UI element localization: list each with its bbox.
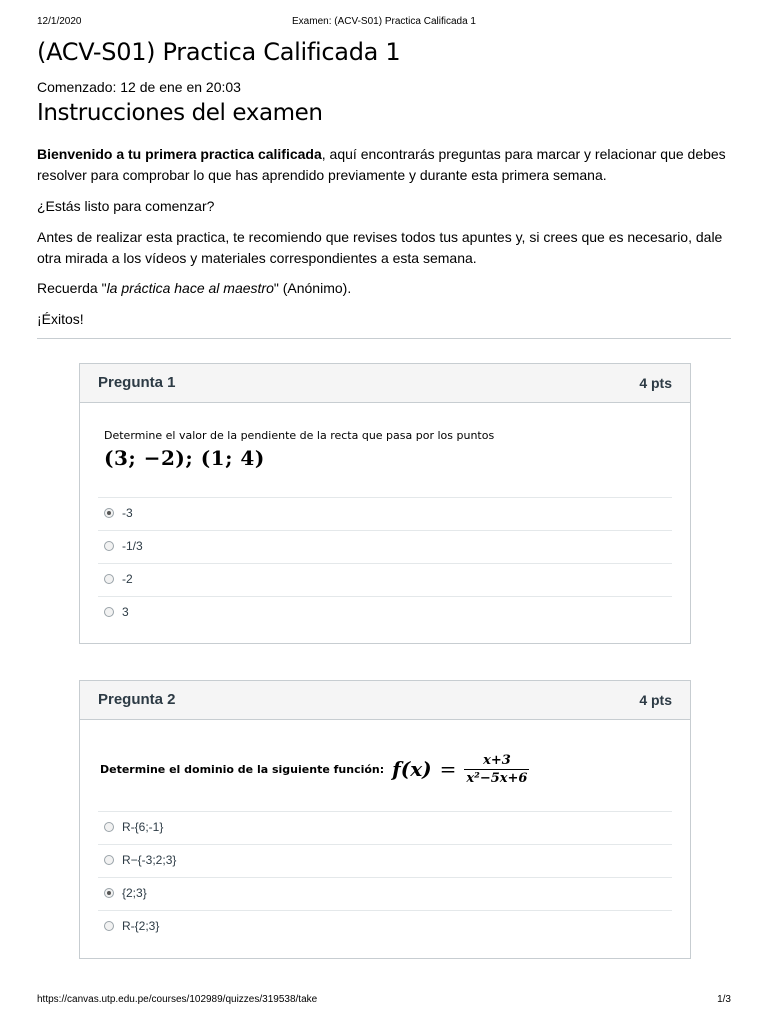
radio-button[interactable] [104, 607, 114, 617]
answer-option[interactable] [98, 910, 672, 943]
question-2 [79, 680, 691, 959]
instructions-paragraph-5: ¡Éxitos! [37, 311, 84, 327]
radio-button[interactable] [104, 541, 114, 551]
instructions-paragraph-4: Recuerda "la práctica hace al maestro" (Anónimo). [37, 280, 352, 296]
answer-label[interactable]: -1/3 [122, 539, 143, 553]
answer-label[interactable]: R-{6;-1} [122, 820, 164, 834]
answer-list [98, 811, 672, 943]
question-1 [79, 363, 691, 644]
question-name: Pregunta 2 [98, 691, 176, 708]
answer-label[interactable]: R-{2;3} [122, 919, 160, 933]
welcome-bold-text: Bienvenido a tu primera practica calificada [37, 146, 322, 162]
quote-italic-text: la práctica hace al maestro [106, 280, 274, 296]
question-math-points: (3; −2); (1; 4) [104, 446, 265, 470]
print-header [37, 16, 731, 30]
answer-label[interactable]: -2 [122, 572, 133, 586]
instructions-paragraph-1: Bienvenido a tu primera practica calificada, aquí encontrarás preguntas para marcar y relacionar que debes resolver para comprobar lo que has aprendido previamente y durante esta primera semana. [37, 146, 726, 183]
answer-option[interactable] [98, 844, 672, 877]
question-statement [100, 747, 529, 791]
function-fraction [464, 753, 529, 786]
page-number: 1/3 [717, 994, 731, 1005]
answer-option[interactable] [98, 497, 672, 530]
answer-label[interactable]: 3 [122, 605, 129, 619]
answer-label[interactable]: R−{-3;2;3} [122, 853, 177, 867]
print-page-title: Examen: (ACV-S01) Practica Calificada 1 [292, 16, 476, 27]
started-timestamp: Comenzado: 12 de ene en 20:03 [37, 79, 241, 95]
answer-option[interactable] [98, 877, 672, 910]
instructions-paragraph-2: ¿Estás listo para comenzar? [37, 198, 215, 214]
instructions-heading: Instrucciones del examen [37, 100, 323, 126]
fraction-denominator: x²−5x+6 [466, 770, 528, 786]
radio-button[interactable] [104, 921, 114, 931]
section-divider [37, 338, 731, 339]
question-points: 4 pts [639, 375, 672, 391]
print-date: 12/1/2020 [37, 16, 82, 27]
question-points: 4 pts [639, 692, 672, 708]
question-header [80, 681, 690, 720]
answer-label[interactable]: {2;3} [122, 886, 147, 900]
answer-label[interactable]: -3 [122, 506, 133, 520]
quiz-title: (ACV-S01) Practica Calificada 1 [37, 38, 401, 66]
answer-list [98, 497, 672, 629]
answer-option[interactable] [98, 530, 672, 563]
print-footer [37, 994, 731, 1008]
answer-option[interactable] [98, 811, 672, 844]
question-text: Determine el valor de la pendiente de la recta que pasa por los puntos [104, 429, 495, 442]
function-name: f(x) [392, 757, 432, 781]
question-header [80, 364, 690, 403]
answer-option[interactable] [98, 596, 672, 629]
equals-sign: = [439, 757, 457, 781]
instructions-body [37, 144, 731, 340]
radio-button[interactable] [104, 822, 114, 832]
page-url: https://canvas.utp.edu.pe/courses/102989/quizzes/319538/take [37, 994, 318, 1005]
question-text: Determine el dominio de la siguiente función: [100, 762, 385, 776]
radio-button[interactable] [104, 888, 114, 898]
radio-button[interactable] [104, 574, 114, 584]
question-name: Pregunta 1 [98, 374, 176, 391]
fraction-numerator: x+3 [483, 752, 511, 768]
radio-button[interactable] [104, 855, 114, 865]
answer-option[interactable] [98, 563, 672, 596]
instructions-paragraph-3: Antes de realizar esta practica, te recomiendo que revises todos tus apuntes y, si crees que es necesario, dale otra mirada a los vídeos y materiales correspondientes a esta semana. [37, 229, 723, 266]
radio-button[interactable] [104, 508, 114, 518]
